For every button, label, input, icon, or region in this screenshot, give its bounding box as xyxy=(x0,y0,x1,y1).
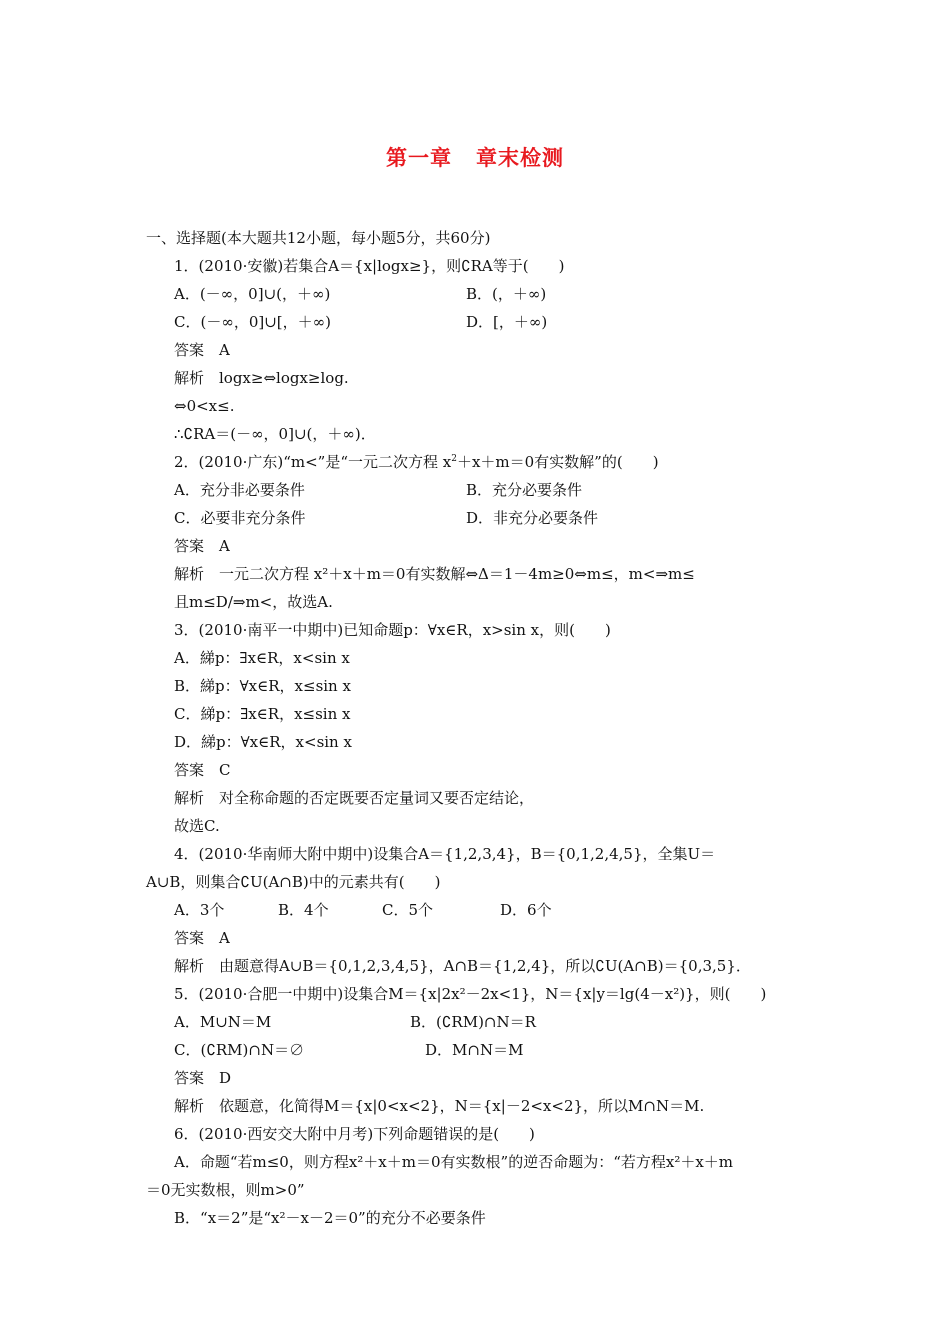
q1-analysis-2: ⇔0<x≤. xyxy=(174,397,235,415)
q2-stem xyxy=(174,452,659,472)
q1-option-d: D．[，＋∞) xyxy=(466,313,548,331)
q3-option-b: B．綈p：∀x∈R，x≤sin x xyxy=(174,677,351,695)
q2-stem-pre: 2．(2010·广东)“m<”是“一元二次方程 x xyxy=(174,453,452,471)
q2-option-d: D．非充分必要条件 xyxy=(466,509,599,527)
q6-option-b: B．“x＝2”是“x²－x－2＝0”的充分不必要条件 xyxy=(174,1209,486,1227)
q5-option-b: B．(∁RM)∩N＝R xyxy=(410,1013,536,1031)
q4-option-b: B．4个 xyxy=(278,901,329,919)
section-heading: 一、选择题(本大题共12小题，每小题5分，共60分) xyxy=(146,229,491,247)
q4-analysis: 解析 由题意得A∪B＝{0,1,2,3,4,5}，A∩B＝{1,2,4}，所以∁U(A∩B)＝{0,3,5}． xyxy=(174,957,751,975)
q2-stem-post: ＋x＋m＝0有实数解”的( ) xyxy=(456,453,659,471)
q3-stem: 3．(2010·南平一中期中)已知命题p：∀x∈R，x>sin x，则( ) xyxy=(174,621,611,639)
page-title xyxy=(0,142,950,172)
q2-answer: 答案 A xyxy=(174,537,230,555)
q2-option-a: A．充分非必要条件 xyxy=(174,481,305,499)
q4-option-c: C．5个 xyxy=(382,901,434,919)
q5-answer: 答案 D xyxy=(174,1069,232,1087)
q3-option-c: C．綈p：∃x∈R，x≤sin x xyxy=(174,705,351,723)
q1-option-b: B．(，＋∞) xyxy=(466,285,547,303)
title-chapter: 第一章 xyxy=(386,146,452,170)
q4-stem-2: A∪B，则集合∁U(A∩B)中的元素共有( ) xyxy=(146,873,441,891)
q1-analysis-3: ∴∁RA＝(－∞，0]∪(，＋∞)． xyxy=(174,425,376,443)
q5-option-a: A．M∪N＝M xyxy=(174,1013,272,1031)
q3-analysis-2: 故选C. xyxy=(174,817,220,835)
q3-analysis-1: 解析 对全称命题的否定既要否定量词又要否定结论， xyxy=(174,789,535,807)
q5-option-c: C．(∁RM)∩N＝∅ xyxy=(174,1041,305,1059)
q4-stem-1: 4．(2010·华南师大附中期中)设集合A＝{1,2,3,4}，B＝{0,1,2,4,5}，全集U＝ xyxy=(174,845,716,863)
q4-answer: 答案 A xyxy=(174,929,230,947)
superscript-2: 2 xyxy=(451,454,457,464)
q1-option-a: A．(－∞，0]∪(，＋∞) xyxy=(174,285,331,303)
q1-option-c: C．(－∞，0]∪[，＋∞) xyxy=(174,313,331,331)
title-subject: 章末检测 xyxy=(476,146,564,170)
q5-option-d: D．M∩N＝M xyxy=(425,1041,524,1059)
q6-option-a-line-2: ＝0无实数根，则m>0” xyxy=(146,1181,305,1199)
q3-option-a: A．綈p：∃x∈R，x<sin x xyxy=(174,649,350,667)
q5-stem: 5．(2010·合肥一中期中)设集合M＝{x|2x²－2x<1}，N＝{x|y＝lg(4－x²)}，则( ) xyxy=(174,985,767,1003)
q1-stem: 1．(2010·安徽)若集合A＝{x|logx≥}，则∁RA等于( ) xyxy=(174,257,565,275)
q3-answer: 答案 C xyxy=(174,761,231,779)
q4-option-d: D．6个 xyxy=(500,901,552,919)
q1-analysis-1: 解析 logx≥⇔logx≥log. xyxy=(174,369,349,387)
q6-option-a-line-1: A．命题“若m≤0，则方程x²＋x＋m＝0有实数根”的逆否命题为：“若方程x²＋x＋m xyxy=(174,1153,734,1171)
q2-analysis-1: 解析 一元二次方程 x²＋x＋m＝0有实数解⇔Δ＝1－4m≥0⇔m≤，m<⇒m≤ xyxy=(174,565,695,583)
q1-answer: 答案 A xyxy=(174,341,230,359)
q2-option-c: C．必要非充分条件 xyxy=(174,509,306,527)
q3-option-d: D．綈p：∀x∈R，x<sin x xyxy=(174,733,352,751)
q6-stem: 6．(2010·西安交大附中月考)下列命题错误的是( ) xyxy=(174,1125,535,1143)
q4-option-a: A．3个 xyxy=(174,901,225,919)
q2-analysis-2: 且m≤D/⇒m<，故选A. xyxy=(174,593,333,611)
q5-analysis: 解析 依题意，化简得M＝{x|0<x<2}，N＝{x|－2<x<2}，所以M∩N＝M. xyxy=(174,1097,705,1115)
q2-option-b: B．充分必要条件 xyxy=(466,481,583,499)
